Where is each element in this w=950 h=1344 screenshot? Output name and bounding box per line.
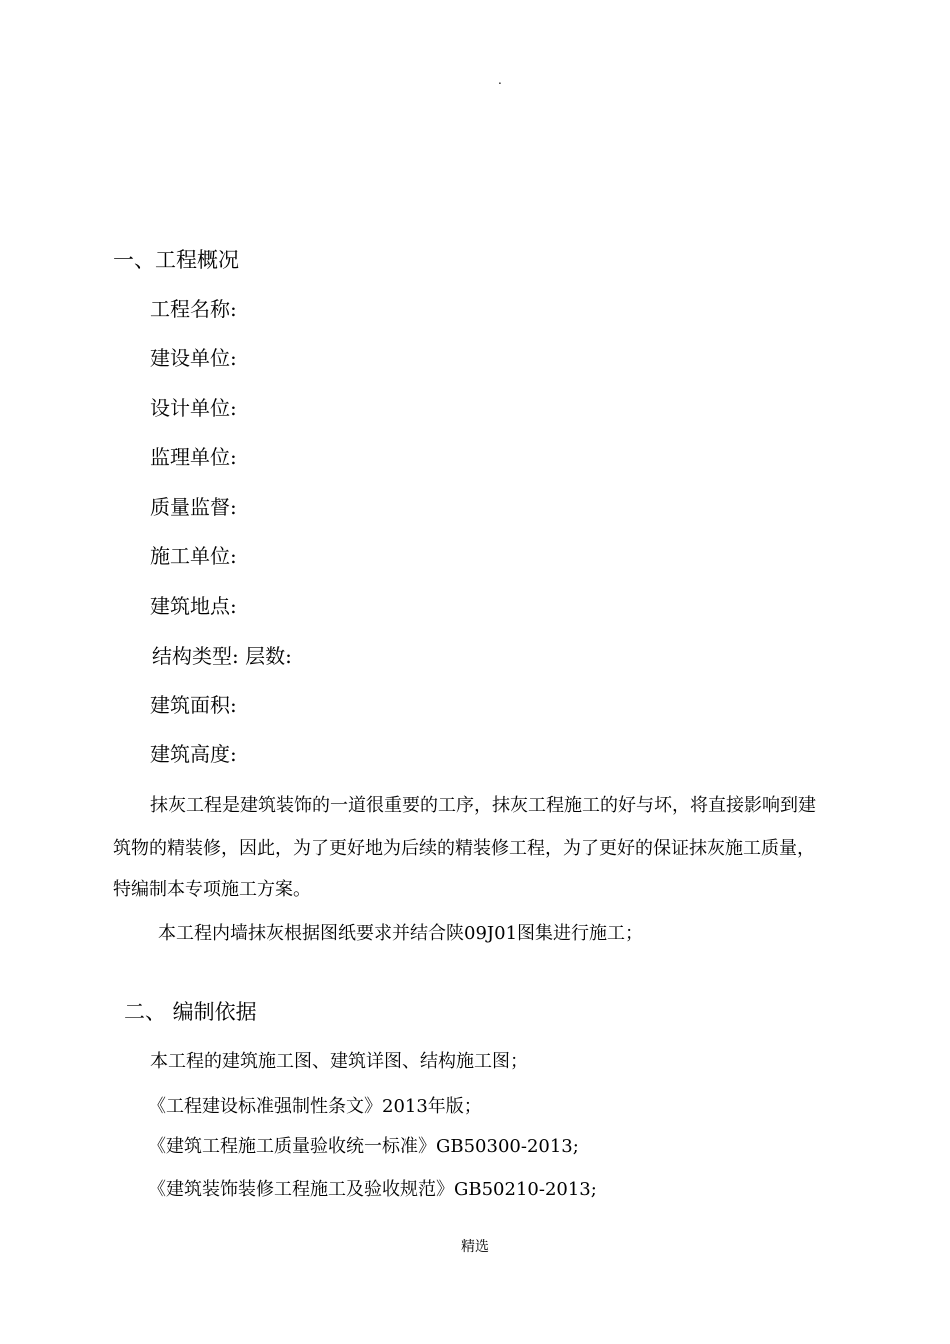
intro-paragraph-line-1: 抹灰工程是建筑装饰的一道很重要的工序，抹灰工程施工的好与坏，将直接影响到建 [150, 795, 816, 816]
intro-paragraph-line-3: 特编制本专项施工方案。 [113, 879, 311, 900]
field-construction-unit: 建设单位: [150, 346, 237, 370]
intro-paragraph-line-2: 筑物的精装修，因此，为了更好地为后续的精装修工程，为了更好的保证抹灰施工质量， [113, 838, 815, 859]
section-1-title: 一、工程概况 [113, 248, 239, 272]
reference-item: 《工程建设标准强制性条文》2013年版； [148, 1096, 482, 1117]
plaster-note: 本工程内墙抹灰根据图纸要求并结合陕09J01图集进行施工； [158, 923, 644, 944]
field-quality-supervision: 质量监督: [150, 495, 237, 519]
field-structure-type-floors: 结构类型: 层数: [152, 644, 292, 668]
field-building-area: 建筑面积: [150, 693, 237, 717]
field-supervision-unit: 监理单位: [150, 445, 237, 469]
page-footer: 精选 [461, 1239, 489, 1255]
field-design-unit: 设计单位: [150, 396, 237, 420]
field-project-name: 工程名称: [150, 297, 237, 321]
field-contractor: 施工单位: [150, 544, 237, 568]
field-building-height: 建筑高度: [150, 742, 237, 766]
field-site-location: 建筑地点: [150, 594, 237, 618]
reference-item: 本工程的建筑施工图、建筑详图、结构施工图； [150, 1051, 528, 1072]
section-2-title: 二、 编制依据 [124, 1000, 257, 1024]
header-mark: . [498, 73, 502, 87]
reference-item: 《建筑装饰装修工程施工及验收规范》GB50210-2013; [148, 1179, 597, 1200]
reference-item: 《建筑工程施工质量验收统一标准》GB50300-2013; [148, 1136, 579, 1157]
